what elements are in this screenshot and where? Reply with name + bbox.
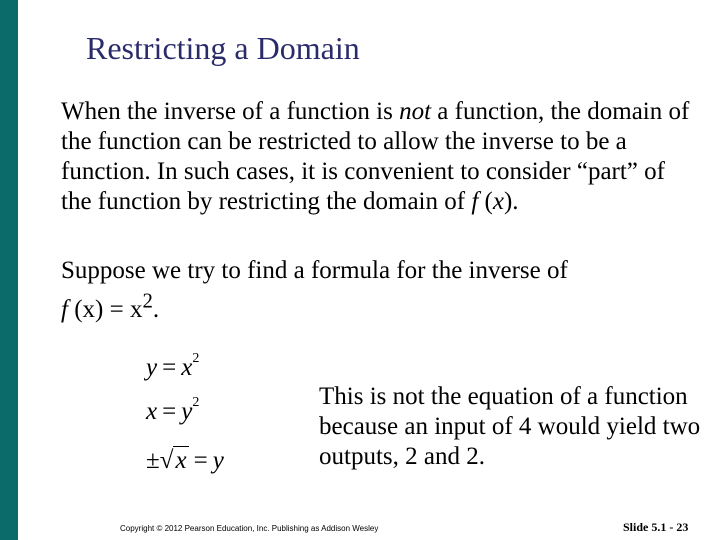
paragraph1-text-a: When the inverse of a function is [61, 98, 400, 125]
paragraph1-function-notation [471, 188, 518, 215]
paragraph-suppose [61, 256, 701, 325]
slide-number: Slide 5.1 - 23 [623, 520, 689, 534]
eq2-exponent: 2 [192, 394, 200, 410]
paragraph1-text-b: a function, the domain of the function can be restricted to allow the inverse to be a function. In such cases, it is convenient to consider “part” of the function by restricting the domain of [61, 98, 690, 215]
eq1-exponent: 2 [192, 350, 200, 366]
eq3-rhs: y [212, 447, 224, 474]
paragraph1-emphasis: not [399, 98, 432, 125]
side-accent-bar [0, 0, 18, 540]
eq2-rhs: y [181, 398, 193, 425]
paragraph2-fx-f: f [61, 296, 75, 324]
paragraph-restricting-domain [61, 97, 701, 217]
paragraph2-text: Suppose we try to find a formula for the inverse of [61, 257, 568, 284]
paragraph1-fx-x: x [492, 188, 504, 215]
eq1-rhs: x [181, 354, 193, 381]
eq3-plus-minus: ± [146, 447, 160, 474]
eq3-radicand: x [175, 447, 187, 474]
paragraph2-fx-mid: (x) = x [74, 296, 143, 324]
equation-plus-minus-sqrt [146, 447, 224, 475]
radical-sign-icon: √ [159, 447, 174, 474]
paragraph1-fx-close: ). [503, 188, 519, 215]
slide-title: Restricting a Domain [86, 30, 360, 66]
eq2-lhs: x [146, 398, 158, 425]
square-root [160, 447, 189, 475]
paragraph2-end: . [152, 296, 160, 324]
eq3-equals: = [193, 447, 208, 474]
eq1-equals: = [162, 354, 177, 381]
paragraph1-fx-f: f [471, 188, 485, 215]
eq1-lhs: y [146, 354, 158, 381]
eq2-equals: = [162, 398, 177, 425]
explanation-note: This is not the equation of a function because an input of 4 would yield two outputs, 2 and 2. [319, 383, 701, 470]
paragraph1-fx-open: ( [484, 188, 493, 215]
paragraph2-function [61, 289, 160, 324]
equation-y-equals-x-squared [146, 350, 200, 382]
equation-x-equals-y-squared [146, 394, 200, 426]
footer-copyright: Copyright © 2012 Pearson Education, Inc. Publishing as Addison Wesley [120, 524, 379, 533]
paragraph2-exponent: 2 [142, 289, 153, 313]
